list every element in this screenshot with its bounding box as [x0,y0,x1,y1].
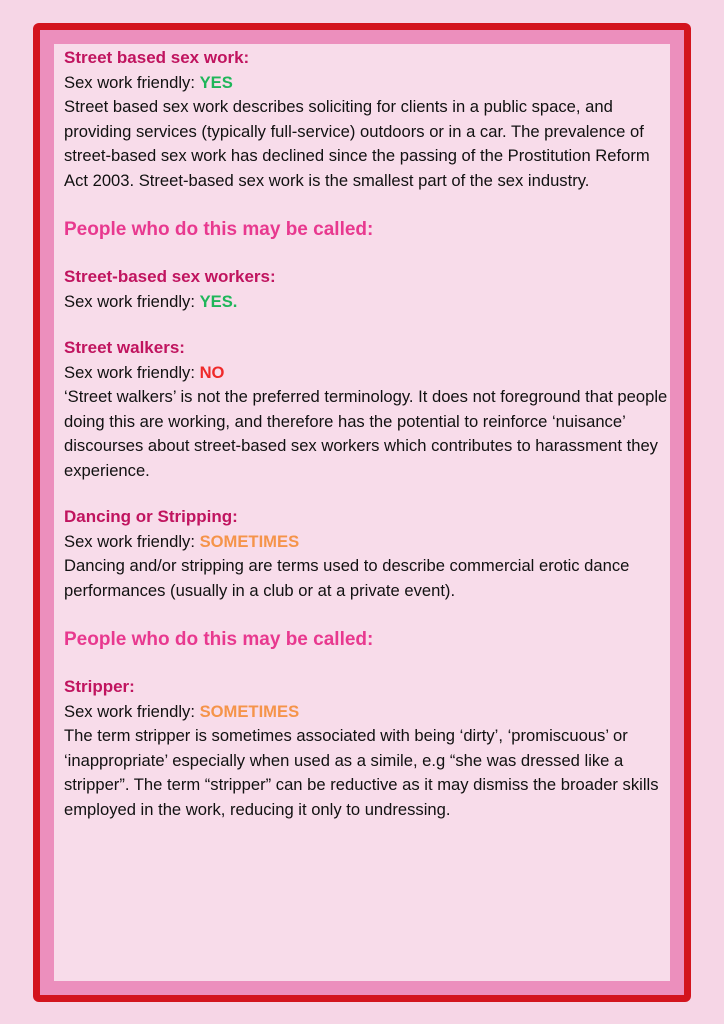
rating-badge: SOMETIMES [199,531,300,551]
friendly-rating-line [64,71,676,96]
rating-badge: NO [199,362,225,382]
entry-street-based-sex-workers [64,265,676,314]
term-heading: Dancing or Stripping: [64,507,238,526]
rating-badge: YES [199,72,233,92]
section-heading: People who do this may be called: [64,219,374,240]
term-heading: Street based sex work: [64,48,250,67]
term-description: The term stripper is sometimes associated with being ‘dirty’, ‘promiscuous’ or ‘inappropriate’ especially when used as a simile, e.g “she was dressed like a stripper”. The term “stripper” can be reductive as it may dismiss the broader skills employed in the work, reducing it only to undressing. [64,726,659,819]
entry-street-based-sex-work [64,46,676,193]
section-heading: People who do this may be called: [64,629,374,650]
term-heading: Stripper: [64,677,135,696]
term-description: Street based sex work describes soliciting for clients in a public space, and providing services (typically full-service) outdoors or in a car. The prevalence of street-based sex work has declined since the passing of the Prostitution Reform Act 2003. Street-based sex work is the smallest part of the sex industry. [64,97,650,190]
friendly-label: Sex work friendly: [64,701,200,721]
friendly-rating-line [64,290,676,315]
friendly-rating-line [64,700,676,725]
rating-badge: YES. [199,291,238,311]
term-description: Dancing and/or stripping are terms used to describe commercial erotic dance performances (usually in a club or at a private event). [64,556,630,600]
term-heading: Street walkers: [64,338,185,357]
friendly-label: Sex work friendly: [64,362,200,382]
friendly-label: Sex work friendly: [64,291,200,311]
term-description: ‘Street walkers’ is not the preferred terminology. It does not foreground that people doing this are working, and therefore has the potential to reinforce ‘nuisance’ discourses about street-based sex workers which contributes to harassment they experience. [64,387,668,480]
friendly-rating-line [64,361,676,386]
term-heading: Street-based sex workers: [64,267,276,286]
rating-badge: SOMETIMES [199,701,300,721]
entry-street-walkers [64,336,676,483]
glossary-content [64,46,676,822]
entry-dancing-or-stripping [64,505,676,603]
friendly-label: Sex work friendly: [64,72,200,92]
entry-stripper [64,675,676,822]
friendly-rating-line [64,530,676,555]
friendly-label: Sex work friendly: [64,531,200,551]
